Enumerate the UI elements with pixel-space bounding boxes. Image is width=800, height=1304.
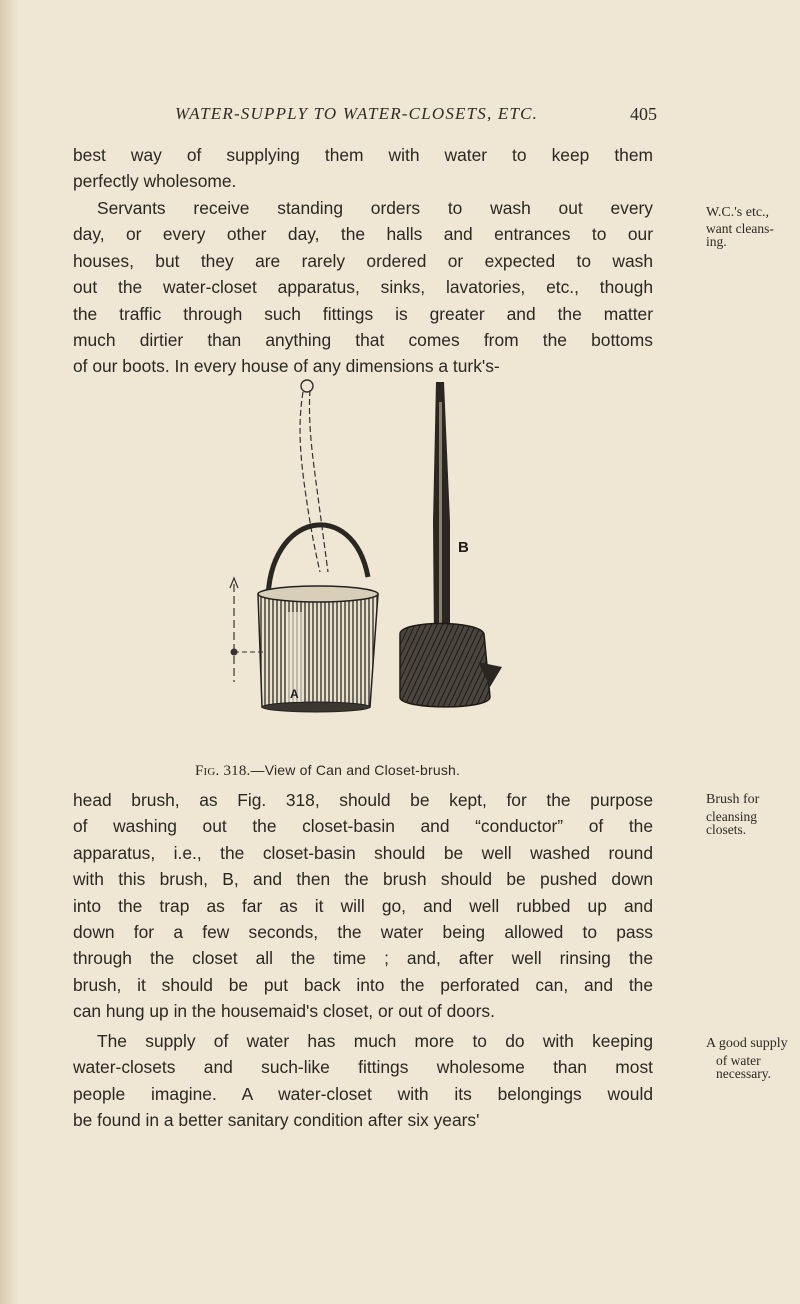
text-line: apparatus, i.e., the closet-basin should be well washed round xyxy=(73,842,653,863)
text-line: out the water-closet apparatus, sinks, lavatories, etc., though xyxy=(73,277,653,298)
paragraph-servants xyxy=(73,195,653,380)
text-line: perfectly wholesome. xyxy=(73,171,237,192)
margin-note-line: Brush for xyxy=(706,792,760,807)
margin-note-line: want cleans- xyxy=(706,221,774,236)
margin-note-line: necessary. xyxy=(716,1066,771,1081)
page-edge-shadow xyxy=(0,0,18,1304)
text-line: can hung up in the housemaid's closet, or out of doors. xyxy=(73,1001,495,1022)
text-line: water-closets and such-like fittings wholesome than most xyxy=(73,1057,653,1078)
text-line: Servants receive standing orders to wash out every xyxy=(97,198,653,218)
text-line: houses, but they are rarely ordered or expected to wash xyxy=(73,250,653,271)
margin-note-line: A good supply xyxy=(706,1036,788,1051)
margin-note-line: closets. xyxy=(706,822,747,837)
caption-figure-number: Fig. 318. xyxy=(195,763,251,779)
text-line: of washing out the closet-basin and “conductor” of the xyxy=(73,816,653,837)
figure-caption xyxy=(195,762,615,780)
margin-note-wc-cleansing xyxy=(706,204,800,248)
text-line: the traffic through such fittings is greater and the matter xyxy=(73,303,653,324)
text-line: day, or every other day, the halls and entrances to our xyxy=(73,224,653,245)
figure-can-and-brush xyxy=(228,362,528,742)
text-line: be found in a better sanitary condition after six years' xyxy=(73,1110,480,1131)
text-line: head brush, as Fig. 318, should be kept, for the purpose xyxy=(73,790,653,810)
label-a: A xyxy=(290,687,299,701)
margin-note-line: of water xyxy=(716,1053,761,1068)
text-line: into the trap as far as it will go, and well rubbed up and xyxy=(73,895,653,916)
hanging-loop xyxy=(300,380,328,572)
text-line: down for a few seconds, the water being allowed to pass xyxy=(73,922,653,943)
paragraph-brush xyxy=(73,787,653,1025)
text-line: best way of supplying them with water to keep them xyxy=(73,145,653,165)
text-line: The supply of water has much more to do with keeping xyxy=(97,1031,653,1051)
perforated-can xyxy=(258,586,378,712)
margin-note-good-supply xyxy=(706,1034,800,1080)
running-header xyxy=(175,104,657,124)
paragraph-water-supply xyxy=(73,1028,653,1134)
page-number: 405 xyxy=(630,104,657,124)
margin-note-line: W.C.'s etc., xyxy=(706,205,770,220)
margin-note-line: ing. xyxy=(706,234,727,249)
label-b: B xyxy=(458,539,469,556)
running-title: WATER-SUPPLY TO WATER-CLOSETS, ETC. xyxy=(175,104,539,123)
text-line: of our boots. In every house of any dimensions a turk's- xyxy=(73,356,500,377)
caption-text: —View of Can and Closet-brush. xyxy=(250,762,461,778)
text-line: with this brush, B, and then the brush should be pushed down xyxy=(73,869,653,890)
text-line: brush, it should be put back into the perforated can, and the xyxy=(73,974,653,995)
text-line: people imagine. A water-closet with its belongings would xyxy=(73,1083,653,1104)
closet-brush xyxy=(400,382,502,707)
margin-note-line: cleansing xyxy=(706,809,757,824)
paragraph-continuation xyxy=(73,142,653,195)
text-line: much dirtier than anything that comes from the bottoms xyxy=(73,330,653,351)
margin-note-brush-for-cleansing xyxy=(706,790,800,836)
text-line: through the closet all the time ; and, after well rinsing the xyxy=(73,948,653,969)
